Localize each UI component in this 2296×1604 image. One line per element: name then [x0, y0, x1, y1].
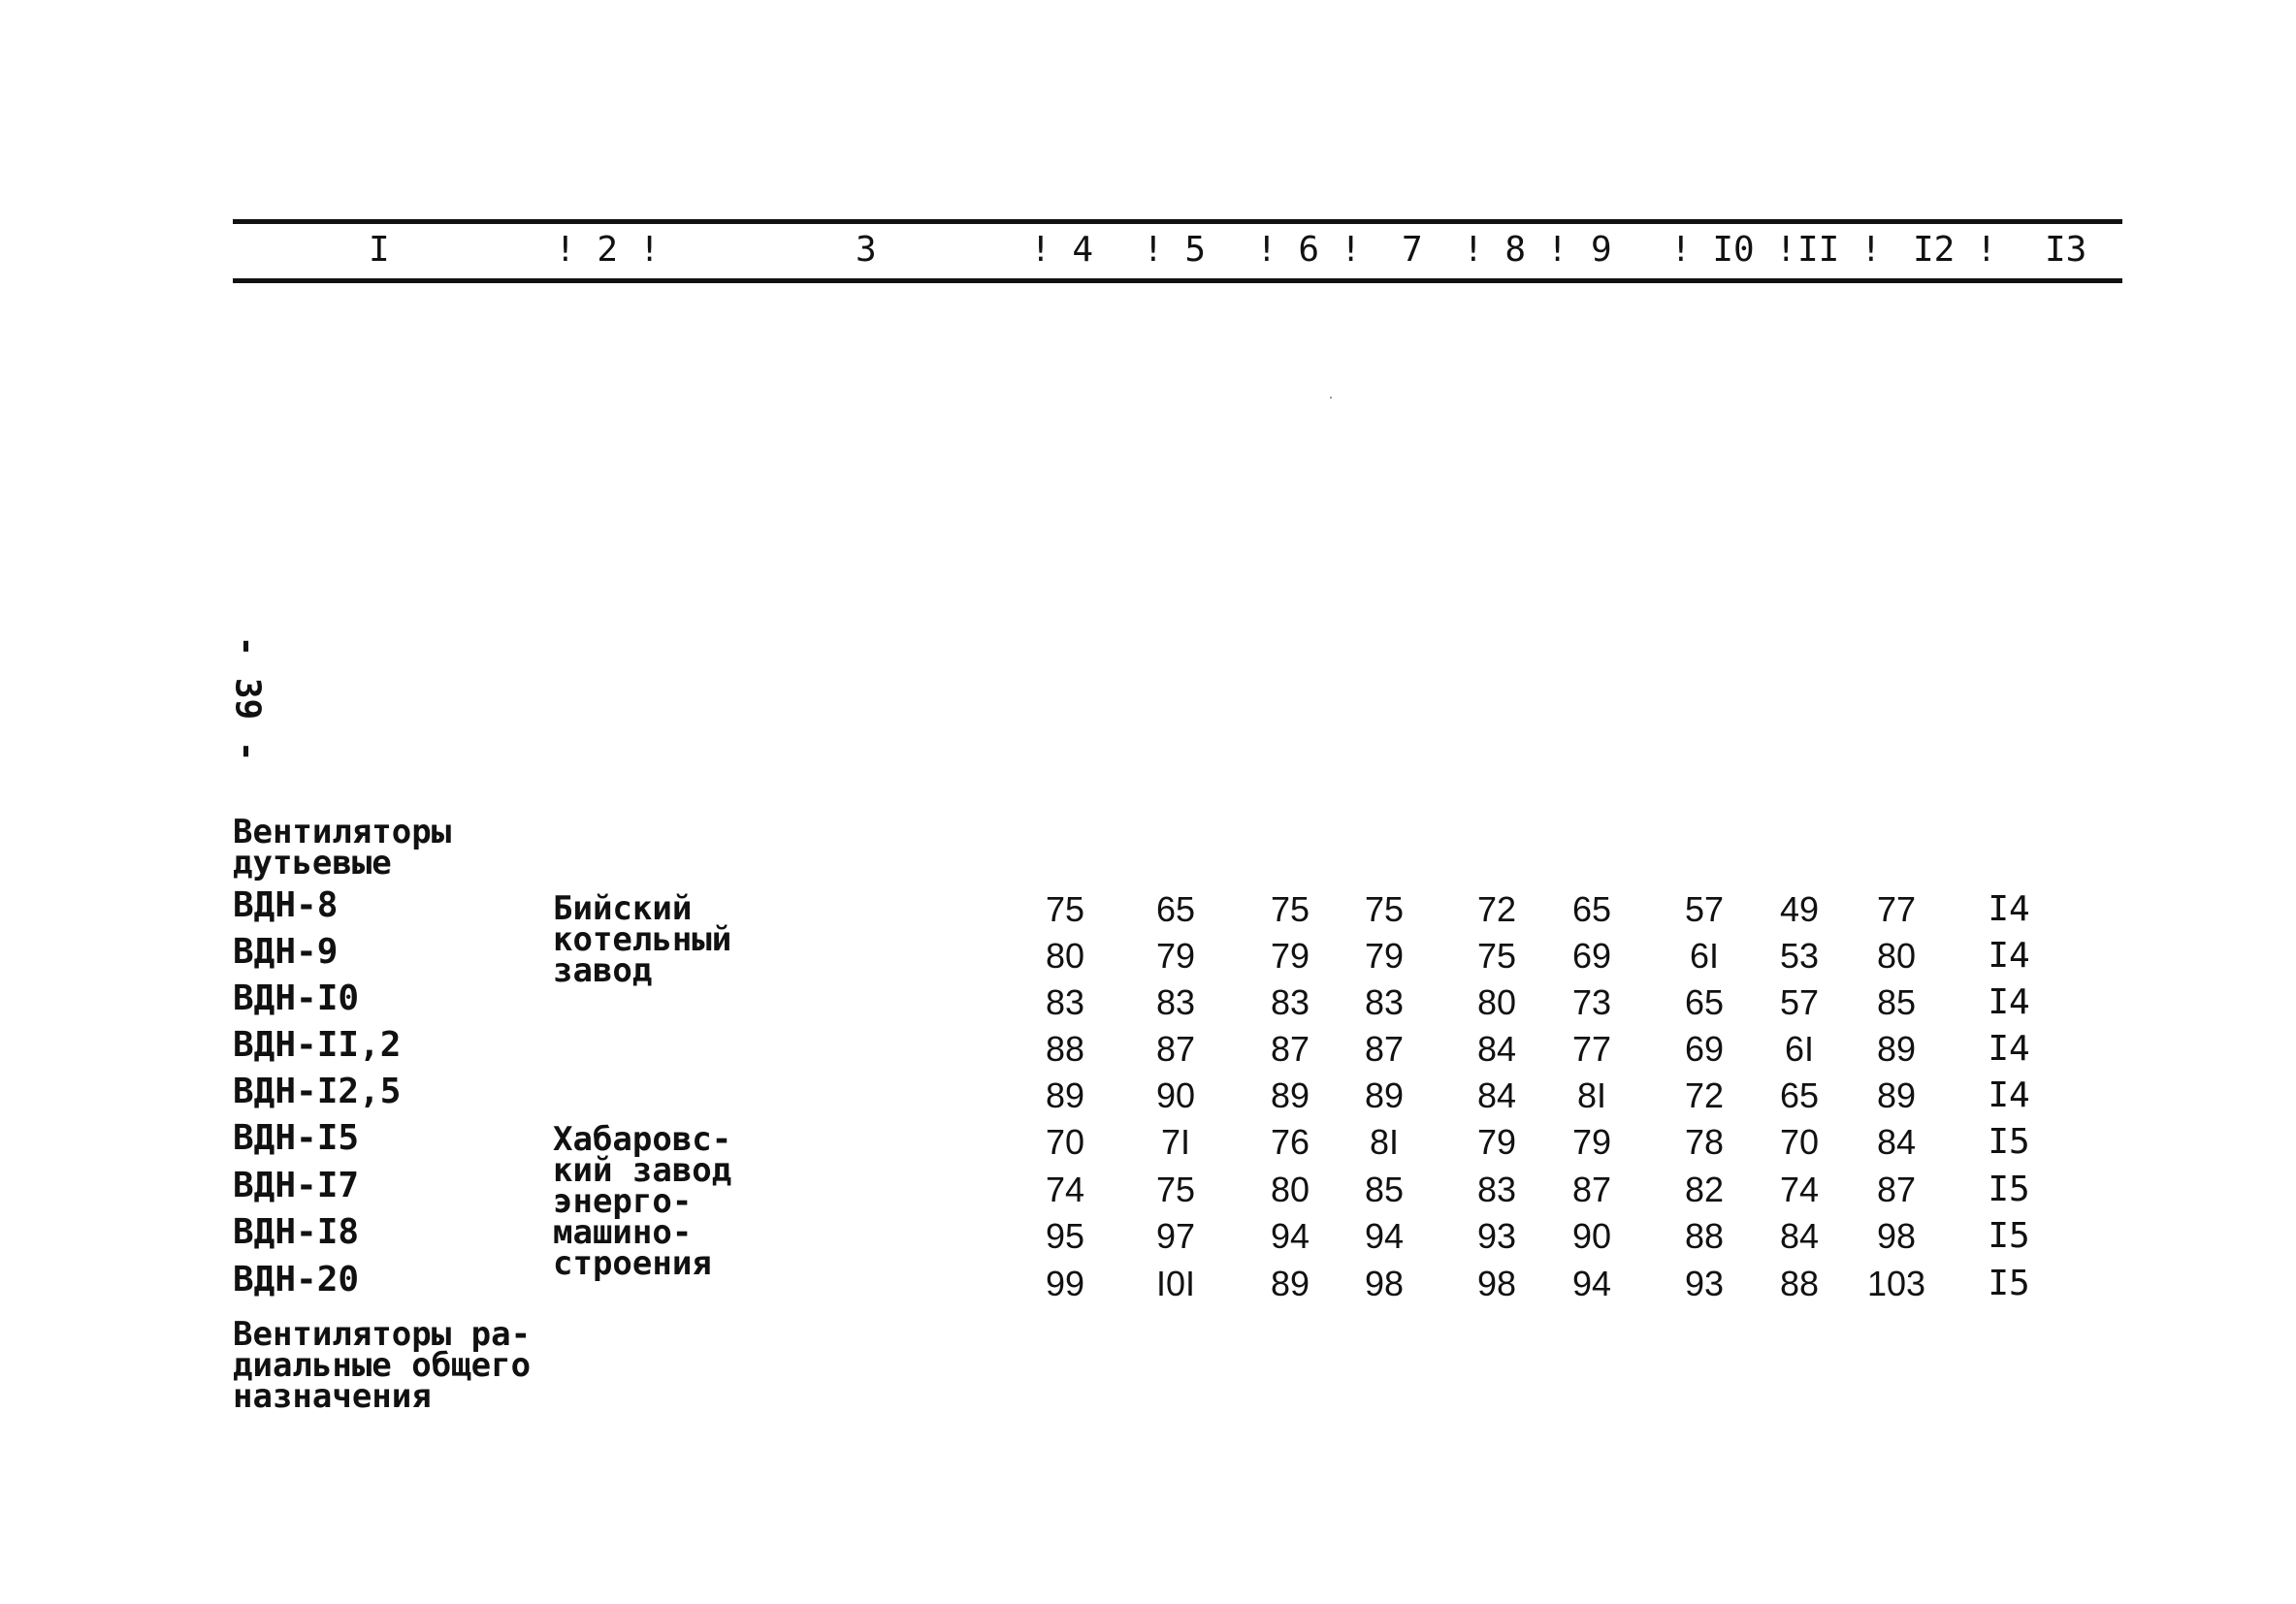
table-cell: 57 [1779, 982, 1820, 1022]
header-col-2: ! 2 ! [555, 230, 661, 270]
table-cell: 77 [1876, 889, 1917, 929]
table-cell: 95 [1045, 1216, 1085, 1256]
table-cell: 94 [1571, 1264, 1612, 1303]
table-cell: 80 [1045, 936, 1085, 976]
table-cell: I5 [1988, 1264, 2030, 1303]
table-cell: I4 [1988, 936, 2030, 976]
table-cell: 74 [1779, 1170, 1820, 1209]
table-cell: 6I [1784, 1029, 1815, 1069]
table-cell: 79 [1155, 936, 1196, 976]
scan-speck [1330, 397, 1332, 399]
table-cell: 80 [1270, 1170, 1310, 1209]
header-col-4: ! 4 [1030, 230, 1094, 270]
table-cell: 72 [1476, 889, 1517, 929]
table-cell: I5 [1988, 1170, 2030, 1209]
row-model-label: ВДН-I5 [233, 1118, 360, 1158]
row-model-label: ВДН-9 [233, 932, 339, 972]
table-cell: 85 [1364, 1170, 1405, 1209]
row-model-label: ВДН-I0 [233, 978, 360, 1018]
table-cell: 90 [1571, 1216, 1612, 1256]
header-col-10: ! I0 ! [1670, 230, 1797, 270]
table-cell: 8I [1369, 1122, 1400, 1162]
table-cell: 89 [1270, 1075, 1310, 1115]
table-cell: 73 [1571, 982, 1612, 1022]
table-cell: 89 [1364, 1075, 1405, 1115]
table-cell: 88 [1684, 1216, 1725, 1256]
manufacturer-biysk: Бийский котельный завод [553, 889, 732, 990]
header-col-12: I2 ! [1913, 230, 1997, 270]
table-cell: 89 [1876, 1029, 1917, 1069]
table-cell: 49 [1779, 889, 1820, 929]
table-cell: 65 [1684, 982, 1725, 1022]
table-cell: 82 [1684, 1170, 1725, 1209]
table-cell: I4 [1988, 889, 2030, 929]
table-cell: I4 [1988, 1075, 2030, 1115]
table-cell: I4 [1988, 982, 2030, 1022]
header-col-7: 7 [1402, 230, 1423, 270]
table-cell: 79 [1364, 936, 1405, 976]
row-model-label: ВДН-20 [233, 1260, 360, 1299]
table-cell: 98 [1476, 1264, 1517, 1303]
table-cell: 84 [1476, 1075, 1517, 1115]
table-cell: 75 [1270, 889, 1310, 929]
table-cell: 84 [1779, 1216, 1820, 1256]
table-cell: 65 [1155, 889, 1196, 929]
table-cell: 103 [1866, 1264, 1926, 1303]
table-cell: 75 [1476, 936, 1517, 976]
table-cell: 93 [1476, 1216, 1517, 1256]
table-cell: 80 [1476, 982, 1517, 1022]
table-cell: 65 [1779, 1075, 1820, 1115]
table-cell: 84 [1476, 1029, 1517, 1069]
table-cell: 90 [1155, 1075, 1196, 1115]
table-cell: 75 [1045, 889, 1085, 929]
table-cell: 79 [1476, 1122, 1517, 1162]
header-col-5: ! 5 [1143, 230, 1207, 270]
page-number: - 39 - [227, 635, 268, 762]
table-cell: 57 [1684, 889, 1725, 929]
table-cell: 77 [1571, 1029, 1612, 1069]
table-cell: 89 [1045, 1075, 1085, 1115]
table-cell: 75 [1155, 1170, 1196, 1209]
table-cell: 89 [1876, 1075, 1917, 1115]
table-cell: 79 [1571, 1122, 1612, 1162]
header-top-rule [233, 219, 2122, 224]
table-cell: 83 [1155, 982, 1196, 1022]
row-model-label: ВДН-I7 [233, 1166, 360, 1205]
table-cell: 83 [1476, 1170, 1517, 1209]
header-col-3: 3 [856, 230, 877, 270]
table-cell: 70 [1779, 1122, 1820, 1162]
table-cell: 94 [1270, 1216, 1310, 1256]
table-cell: 89 [1270, 1264, 1310, 1303]
header-bottom-rule [233, 278, 2122, 283]
table-cell: 7I [1160, 1122, 1191, 1162]
table-cell: 85 [1876, 982, 1917, 1022]
table-cell: 80 [1876, 936, 1917, 976]
section-title-radial-fans: Вентиляторы ра- диальные общего назначения [233, 1315, 532, 1416]
header-col-8: ! 8 ! [1463, 230, 1568, 270]
table-cell: 87 [1876, 1170, 1917, 1209]
table-cell: 93 [1684, 1264, 1725, 1303]
table-cell: 83 [1270, 982, 1310, 1022]
row-model-label: ВДН-I2,5 [233, 1072, 402, 1111]
table-cell: I5 [1988, 1122, 2030, 1162]
table-cell: 87 [1571, 1170, 1612, 1209]
manufacturer-khabarovsk: Хабаровс- кий завод энерго- машино- строения [553, 1120, 732, 1283]
table-cell: 76 [1270, 1122, 1310, 1162]
table-cell: 84 [1876, 1122, 1917, 1162]
table-cell: 97 [1155, 1216, 1196, 1256]
table-cell: 6I [1689, 936, 1720, 976]
table-cell: 87 [1270, 1029, 1310, 1069]
row-model-label: ВДН-II,2 [233, 1025, 402, 1065]
table-cell: I0I [1155, 1264, 1196, 1303]
table-cell: 53 [1779, 936, 1820, 976]
table-cell: 70 [1045, 1122, 1085, 1162]
table-cell: 83 [1045, 982, 1085, 1022]
header-col-11: II ! [1797, 230, 1882, 270]
row-model-label: ВДН-8 [233, 885, 339, 925]
table-cell: 74 [1045, 1170, 1085, 1209]
table-cell: I4 [1988, 1029, 2030, 1069]
row-model-label: ВДН-I8 [233, 1212, 360, 1252]
header-col-9: 9 [1591, 230, 1612, 270]
table-cell: 98 [1876, 1216, 1917, 1256]
table-cell: 79 [1270, 936, 1310, 976]
table-cell: 88 [1779, 1264, 1820, 1303]
table-cell: 99 [1045, 1264, 1085, 1303]
table-cell: 83 [1364, 982, 1405, 1022]
section-title-blowers: Вентиляторы дутьевые [233, 813, 452, 882]
table-cell: 88 [1045, 1029, 1085, 1069]
table-cell: 75 [1364, 889, 1405, 929]
header-col-1: I [369, 230, 390, 270]
header-col-6: ! 6 ! [1256, 230, 1362, 270]
table-cell: 8I [1576, 1075, 1607, 1115]
table-cell: 69 [1571, 936, 1612, 976]
table-cell: 87 [1155, 1029, 1196, 1069]
table-cell: 98 [1364, 1264, 1405, 1303]
table-cell: I5 [1988, 1216, 2030, 1256]
table-cell: 69 [1684, 1029, 1725, 1069]
table-cell: 78 [1684, 1122, 1725, 1162]
table-cell: 72 [1684, 1075, 1725, 1115]
table-cell: 65 [1571, 889, 1612, 929]
table-cell: 94 [1364, 1216, 1405, 1256]
header-col-13: I3 [2045, 230, 2087, 270]
table-cell: 87 [1364, 1029, 1405, 1069]
